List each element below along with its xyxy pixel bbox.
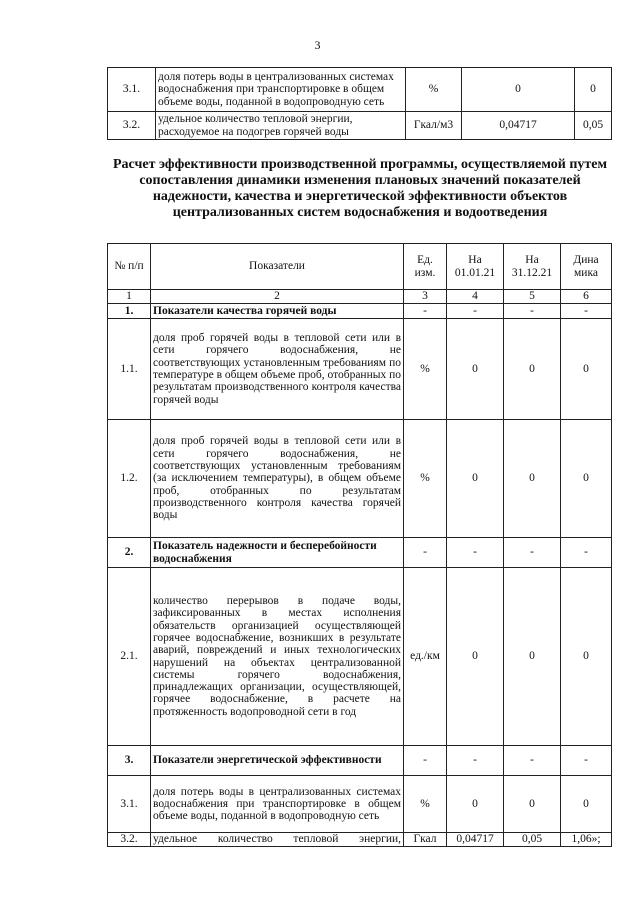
- indicator-text: удельное количество тепловой энергии, расходуемое на подогрев горячей воды: [156, 112, 406, 140]
- section-row: [108, 304, 612, 319]
- value-cell: 0: [504, 319, 561, 420]
- indicator-text: доля проб горячей воды в тепловой сети или в сети горячего водоснабжения, не соответствующих установленным требованиям (за исключением температуры), в общем объеме проб, отобранных по результатам производственного контроля качества горячей воды: [151, 420, 404, 538]
- value-cell: 0,04717: [462, 112, 575, 140]
- value-cell: 0: [561, 568, 612, 746]
- dash-cell: -: [561, 746, 612, 776]
- value-cell: 0: [561, 420, 612, 538]
- value-cell: 0: [447, 319, 504, 420]
- value-cell: 0: [447, 568, 504, 746]
- column-number: 5: [504, 290, 561, 304]
- dash-cell: -: [504, 304, 561, 319]
- page-number: 3: [314, 38, 321, 52]
- dash-cell: -: [561, 304, 612, 319]
- section-number: 3.: [108, 746, 151, 776]
- unit-cell: %: [406, 68, 462, 112]
- value-cell: 0: [504, 776, 561, 833]
- indicator-text: доля потерь воды в централизованных системах водоснабжения при транспортировке в общем объеме воды, поданной в водопроводную сеть: [156, 68, 406, 112]
- dash-cell: -: [404, 746, 447, 776]
- value-cell: 0: [447, 420, 504, 538]
- unit-cell: %: [404, 319, 447, 420]
- table-row: [108, 112, 612, 140]
- unit-cell: ед./км: [404, 568, 447, 746]
- row-number: 3.2.: [108, 112, 156, 140]
- header-row: [108, 244, 612, 290]
- table-row: [108, 319, 612, 420]
- value-cell: 0: [575, 68, 612, 112]
- column-number: 4: [447, 290, 504, 304]
- column-number: 1: [108, 290, 151, 304]
- row-number: 1.2.: [108, 420, 151, 538]
- value-cell: 0: [504, 568, 561, 746]
- table-row: [108, 68, 612, 112]
- header-col1: На 01.01.21: [447, 244, 504, 290]
- section-row: [108, 538, 612, 568]
- column-number-row: [108, 290, 612, 304]
- dash-cell: -: [447, 304, 504, 319]
- unit-cell: %: [404, 776, 447, 833]
- value-cell: 0: [462, 68, 575, 112]
- header-dynamics: Дина мика: [561, 244, 612, 290]
- indicator-text: доля потерь воды в централизованных системах водоснабжения при транспортировке в общем объеме воды, поданной в водопроводную сеть: [151, 776, 404, 833]
- indicator-text: удельное количество тепловой энергии,: [151, 833, 404, 847]
- indicator-text: количество перерывов в подаче воды, зафиксированных в местах исполнения обязательств организацией осуществляющей горячее водоснабжение, возникших в результате аварий, повреждений и иных технологических нарушений на объектах централизованной системы горячего водоснабжения, принадлежащих организации, осуществляющей, горячее водоснабжение, в расчете на протяженность водопроводной сети в год: [151, 568, 404, 746]
- indicator-text: доля проб горячей воды в тепловой сети или в сети горячего водоснабжения, не соответствующих установленным требованиям по температуре в общем объеме проб, отобранных по результатам производственного контроля качества горячей воды: [151, 319, 404, 420]
- continuation-table: [107, 67, 612, 140]
- section-heading: Показатели энергетической эффективности: [151, 746, 404, 776]
- row-number: 2.1.: [108, 568, 151, 746]
- unit-cell: Гкал/м3: [406, 112, 462, 140]
- dash-cell: -: [504, 746, 561, 776]
- section-row: [108, 746, 612, 776]
- dash-cell: -: [447, 538, 504, 568]
- header-num: № п/п: [108, 244, 151, 290]
- value-cell: 0,04717: [447, 833, 504, 847]
- table-row: [108, 776, 612, 833]
- dash-cell: -: [504, 538, 561, 568]
- table-row: [108, 420, 612, 538]
- section-number: 2.: [108, 538, 151, 568]
- efficiency-table: [107, 243, 612, 847]
- value-cell: 0: [504, 420, 561, 538]
- row-number: 1.1.: [108, 319, 151, 420]
- unit-cell: Гкал: [404, 833, 447, 847]
- value-cell: 0,05: [504, 833, 561, 847]
- value-cell: 1,06»;: [561, 833, 612, 847]
- table-row: [108, 568, 612, 746]
- row-number: 3.1.: [108, 776, 151, 833]
- section-number: 1.: [108, 304, 151, 319]
- dash-cell: -: [404, 304, 447, 319]
- column-number: 3: [404, 290, 447, 304]
- column-number: 6: [561, 290, 612, 304]
- header-col2: На 31.12.21: [504, 244, 561, 290]
- table-row: [108, 833, 612, 847]
- header-indicators: Показатели: [151, 244, 404, 290]
- section-title: Расчет эффективности производственной программы, осуществляемой путем сопоставления динамики изменения плановых значений показателей надежности, качества и энергетической эффективности объектов централизованных систем водоснабжения и водоотведения: [112, 157, 608, 220]
- dash-cell: -: [561, 538, 612, 568]
- dash-cell: -: [447, 746, 504, 776]
- section-heading: Показатели качества горячей воды: [151, 304, 404, 319]
- value-cell: 0: [447, 776, 504, 833]
- unit-cell: %: [404, 420, 447, 538]
- row-number: 3.1.: [108, 68, 156, 112]
- column-number: 2: [151, 290, 404, 304]
- value-cell: 0: [561, 776, 612, 833]
- header-unit: Ед. изм.: [404, 244, 447, 290]
- value-cell: 0,05: [575, 112, 612, 140]
- row-number: 3.2.: [108, 833, 151, 847]
- section-heading: Показатель надежности и бесперебойности водоснабжения: [151, 538, 404, 568]
- dash-cell: -: [404, 538, 447, 568]
- value-cell: 0: [561, 319, 612, 420]
